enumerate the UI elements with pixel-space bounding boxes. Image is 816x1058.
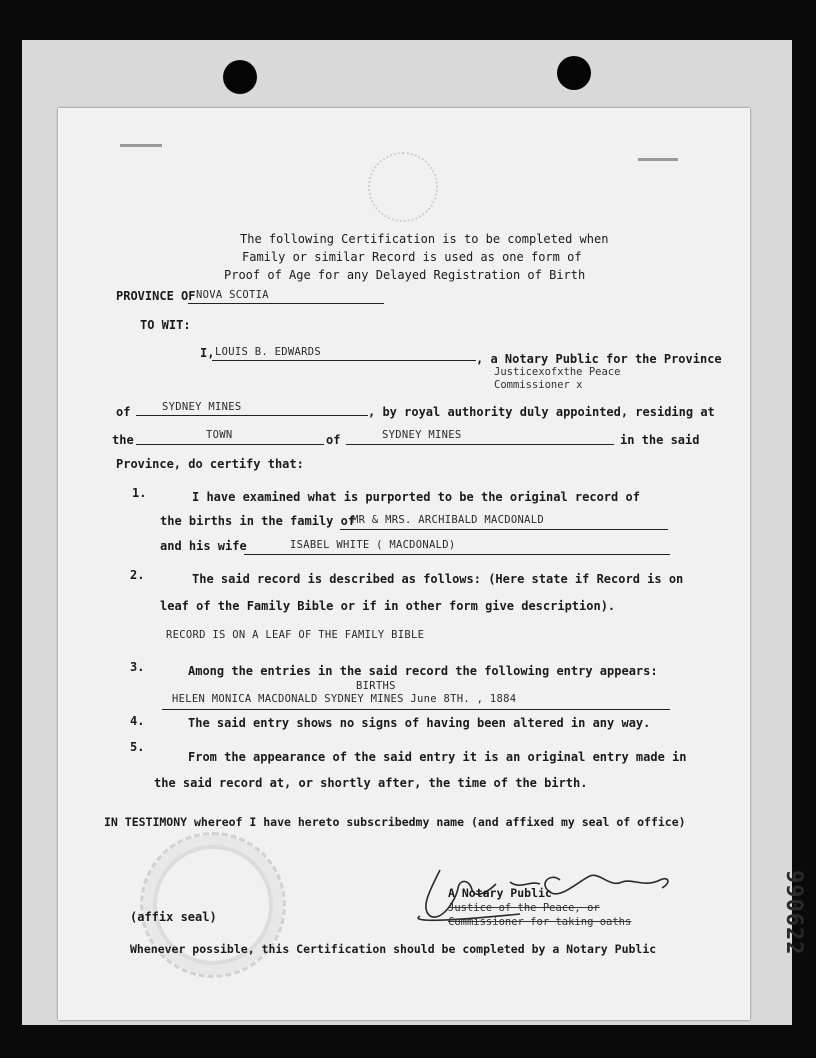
item-5-line-2: the said record at, or shortly after, the time of the birth. (154, 776, 588, 790)
staple-mark-left (120, 144, 162, 147)
affix-seal-label: (affix seal) (130, 910, 217, 924)
province-value: NOVA SCOTIA (196, 289, 269, 301)
appointed-text: , by royal authority duly appointed, residing at (368, 405, 715, 419)
item-2-line-2: leaf of the Family Bible or if in other form give description). (160, 599, 616, 613)
item-1-wife-underline (244, 539, 670, 555)
the-underline (136, 429, 324, 445)
the-value: TOWN (206, 429, 233, 441)
heading-line-2: Family or similar Record is used as one form of (242, 250, 582, 264)
punch-hole-right (557, 56, 591, 90)
province-label: PROVINCE OF (116, 289, 196, 303)
item-3-entry-underline (162, 694, 670, 710)
declarant-underline (212, 346, 476, 361)
of-label: of (116, 405, 131, 419)
of2-label: of (326, 433, 341, 447)
item-1-line-1: I have examined what is purported to be the original record of (192, 490, 640, 504)
footer-note: Whenever possible, this Certification should be completed by a Notary Public (130, 942, 657, 956)
struck-justice-peace: Justice of the Peace, or (448, 902, 600, 914)
item-4-number: 4. (130, 714, 145, 728)
item-1-family-label: the births in the family of (160, 514, 356, 528)
heading-line-3: Proof of Age for any Delayed Registration of Birth (224, 268, 586, 282)
declarant-name: LOUIS B. EDWARDS (215, 346, 321, 358)
of2-underline (346, 429, 614, 445)
punch-hole-left (223, 60, 257, 94)
item-5-number: 5. (130, 740, 145, 754)
embossed-seal (140, 832, 286, 978)
item-2-description: RECORD IS ON A LEAF OF THE FAMILY BIBLE (166, 629, 425, 641)
in-said-text: in the said (620, 433, 700, 447)
item-1-family-value: MR & MRS. ARCHIBALD MACDONALD (352, 514, 545, 526)
item-1-family-underline (340, 514, 668, 530)
item-1-wife-value: ISABEL WHITE ( MACDONALD) (290, 539, 456, 551)
item-1-wife-label: and his wife (160, 539, 247, 553)
item-3-number: 3. (130, 660, 145, 674)
crest-watermark (368, 152, 438, 222)
serial-number: 990622 (781, 870, 806, 956)
item-5-line-1: From the appearance of the said entry it is an original entry made in (188, 750, 687, 764)
to-wit-label: TO WIT: (140, 318, 191, 332)
the-label: the (112, 433, 134, 447)
province-underline (188, 289, 384, 304)
struck-commissioner: Commissioner x (494, 379, 583, 391)
item-2-line-1: The said record is described as follows: (Here state if Record is on (192, 572, 684, 586)
item-4-line-1: The said entry shows no signs of having been altered in any way. (188, 716, 651, 730)
signature-title: A Notary Public (448, 886, 552, 900)
struck-commissioner-oaths: Commissioner for taking oaths (448, 916, 632, 928)
heading-line-1: The following Certification is to be completed when (240, 232, 609, 246)
declarant-role: , a Notary Public for the Province (476, 352, 722, 366)
struck-justice: Justicexofxthe Peace (494, 366, 621, 378)
testimony-text: IN TESTIMONY whereof I have hereto subscribedmy name (and affixed my seal of office) (104, 815, 686, 829)
item-3-births-heading: BIRTHS (356, 680, 396, 692)
declarant-prefix: I, (200, 346, 215, 360)
of2-value: SYDNEY MINES (382, 429, 462, 441)
of-underline (136, 401, 368, 416)
item-3-entry-value: HELEN MONICA MACDONALD SYDNEY MINES June 8TH. , 1884 (172, 693, 517, 705)
item-2-number: 2. (130, 568, 145, 582)
item-3-line-1: Among the entries in the said record the following entry appears: (188, 664, 658, 678)
staple-mark-right (638, 158, 678, 161)
certify-text: Province, do certify that: (116, 457, 304, 471)
of-value: SYDNEY MINES (162, 401, 242, 413)
item-1-number: 1. (132, 486, 147, 500)
